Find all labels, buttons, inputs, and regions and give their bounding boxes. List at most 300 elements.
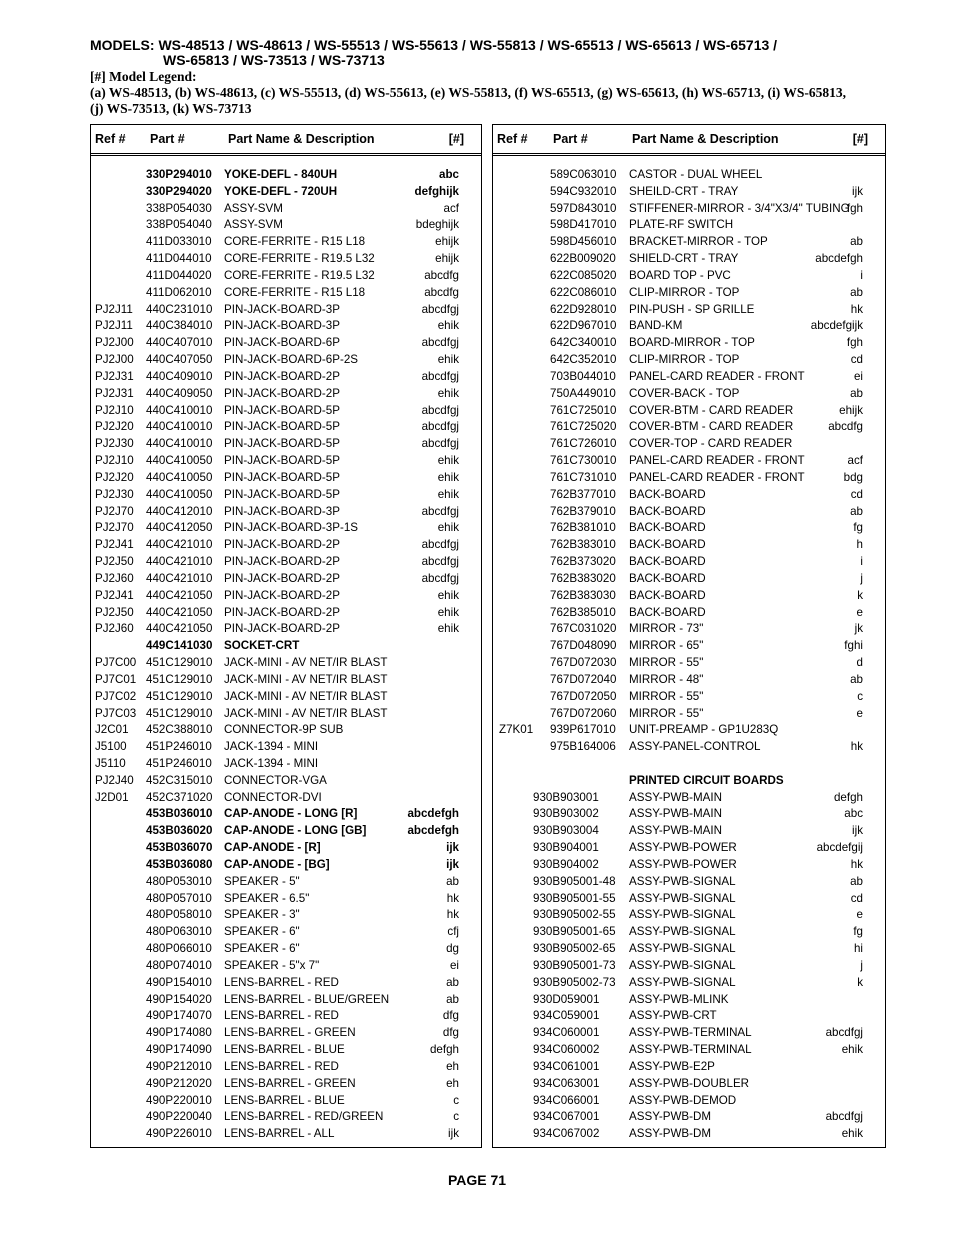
model-codes-cell: ab: [446, 874, 459, 888]
table-row: [91, 251, 481, 268]
model-codes-cell: abcdfg: [424, 268, 459, 282]
ref-cell: PJ2J20: [95, 470, 134, 484]
description-cell: BACK-BOARD: [629, 605, 706, 619]
table-row: [493, 840, 885, 857]
ref-cell: PJ2J50: [95, 605, 134, 619]
model-codes-cell: ab: [850, 285, 863, 299]
description-cell: JACK-MINI - AV NET/IR BLAST: [224, 689, 388, 703]
part-number-cell: 490P212010: [146, 1059, 212, 1073]
part-number-cell: 930B905001-73: [533, 958, 616, 972]
table-row: [91, 840, 481, 857]
table-row: [91, 992, 481, 1009]
table-row: [493, 1093, 885, 1110]
part-number-cell: 703B044010: [550, 369, 616, 383]
table-row: [91, 520, 481, 537]
description-cell: PIN-JACK-BOARD-2P: [224, 605, 340, 619]
table-row: [91, 302, 481, 319]
model-codes-cell: j: [860, 571, 863, 585]
part-number-cell: 480P063010: [146, 925, 212, 939]
model-codes-cell: jk: [854, 622, 863, 636]
table-row: [91, 318, 481, 335]
table-row: [91, 891, 481, 908]
part-number-cell: 934C067002: [533, 1127, 600, 1141]
table-row: [493, 369, 885, 386]
description-cell: JACK-MINI - AV NET/IR BLAST: [224, 672, 388, 686]
part-number-cell: 490P154020: [146, 992, 212, 1006]
table-row: [91, 403, 481, 420]
table-row: [493, 638, 885, 655]
description-cell: YOKE-DEFL - 840UH: [224, 168, 338, 181]
table-row: [493, 504, 885, 521]
part-number-cell: 642C340010: [550, 336, 617, 350]
description-cell: PIN-JACK-BOARD-2P: [224, 369, 340, 383]
part-number-cell: 762B385010: [550, 605, 616, 619]
part-number-cell: 453B036070: [146, 841, 213, 855]
table-row: [91, 184, 481, 201]
table-row: [91, 487, 481, 504]
table-row: [493, 992, 885, 1009]
model-codes-cell: cd: [850, 487, 863, 501]
part-number-cell: 930B905001-65: [533, 925, 616, 939]
ref-cell: PJ2J70: [95, 504, 134, 518]
part-number-cell: 761C725020: [550, 420, 617, 434]
table-row: [91, 571, 481, 588]
part-number-cell: 767D048090: [550, 639, 617, 653]
model-codes-cell: ehik: [437, 454, 459, 468]
table-row: [493, 975, 885, 992]
part-number-cell: 930B905001-55: [533, 891, 616, 905]
models-heading: [90, 38, 910, 68]
model-codes-cell: ab: [850, 874, 863, 888]
model-codes-cell: fg: [853, 521, 863, 535]
part-number-cell: 762B381010: [550, 521, 616, 535]
part-number-cell: 930B905002-55: [533, 908, 616, 922]
description-cell: ASSY-PWB-SIGNAL: [629, 891, 736, 905]
description-cell: PIN-JACK-BOARD-2P: [224, 571, 340, 585]
table-row: [493, 520, 885, 537]
description-cell: YOKE-DEFL - 720UH: [224, 184, 338, 198]
part-number-cell: 440C407010: [146, 336, 213, 350]
model-codes-cell: defgh: [833, 790, 863, 804]
col-header-ref: Ref #: [95, 132, 126, 146]
part-number-cell: 934C063001: [533, 1076, 600, 1090]
model-codes-cell: cd: [850, 891, 863, 905]
ref-cell: PJ7C01: [95, 672, 137, 686]
model-codes-cell: ehik: [841, 1127, 863, 1141]
description-cell: PIN-JACK-BOARD-2P: [224, 538, 340, 552]
part-number-cell: 490P174080: [146, 1026, 212, 1040]
description-cell: ASSY-PWB-SIGNAL: [629, 975, 736, 989]
col-header-codes: [#]: [448, 132, 464, 146]
part-number-cell: 490P220010: [146, 1093, 212, 1107]
ref-cell: PJ2J20: [95, 420, 134, 434]
model-codes-cell: ehik: [437, 319, 459, 333]
description-cell: CAP-ANODE - LONG [R]: [224, 807, 358, 821]
ref-cell: J2D01: [95, 790, 129, 804]
part-number-cell: 767D072040: [550, 672, 617, 686]
part-number-cell: 440C410010: [146, 420, 213, 434]
part-number-cell: 440C421050: [146, 605, 213, 619]
model-codes-cell: ehik: [437, 353, 459, 367]
description-cell: PLATE-RF SWITCH: [629, 218, 734, 232]
ref-cell: PJ2J31: [95, 386, 134, 400]
table-header-right: [493, 125, 885, 156]
part-number-cell: 451P246010: [146, 756, 212, 770]
description-cell: ASSY-SVM: [224, 201, 283, 215]
table-row: [91, 857, 481, 874]
table-row: [493, 167, 885, 184]
description-cell: ASSY-PWB-DM: [629, 1127, 712, 1141]
part-number-cell: 930B903004: [533, 824, 599, 838]
table-row: [493, 1025, 885, 1042]
table-row: [493, 537, 885, 554]
part-number-cell: 767D072050: [550, 689, 617, 703]
table-row: [493, 823, 885, 840]
table-body-left: [91, 167, 481, 1143]
table-row: [91, 924, 481, 941]
part-number-cell: 598D456010: [550, 235, 617, 249]
ref-cell: PJ2J11: [95, 302, 133, 316]
model-codes-cell: ijk: [446, 841, 459, 855]
table-row: [91, 1093, 481, 1110]
legend-line-2: (j) WS-73513, (k) WS-73713: [90, 101, 252, 116]
part-number-cell: 451C129010: [146, 706, 213, 720]
part-number-cell: 622B009020: [550, 252, 616, 266]
part-number-cell: 934C066001: [533, 1093, 600, 1107]
description-cell: ASSY-PWB-DOUBLER: [629, 1076, 750, 1090]
description-cell: PIN-JACK-BOARD-3P: [224, 319, 340, 333]
part-number-cell: 762B379010: [550, 504, 616, 518]
model-codes-cell: defghijk: [414, 184, 459, 198]
part-number-cell: 762B373020: [550, 555, 616, 569]
description-cell: CONNECTOR-VGA: [224, 773, 327, 787]
table-row: [91, 1076, 481, 1093]
part-number-cell: 761C730010: [550, 454, 617, 468]
description-cell: MIRROR - 55": [629, 689, 704, 703]
description-cell: PIN-JACK-BOARD-3P-1S: [224, 521, 358, 535]
table-row: [493, 386, 885, 403]
model-codes-cell: ehik: [437, 487, 459, 501]
part-number-cell: 762B383010: [550, 538, 616, 552]
part-number-cell: 622C085020: [550, 268, 617, 282]
part-number-cell: 934C061001: [533, 1059, 600, 1073]
model-codes-cell: bdeghijk: [415, 218, 459, 232]
description-cell: CLIP-MIRROR - TOP: [629, 285, 740, 299]
table-row: [91, 790, 481, 807]
description-cell: LENS-BARREL - RED: [224, 1009, 339, 1023]
part-number-cell: 440C407050: [146, 353, 213, 367]
model-codes-cell: defgh: [429, 1043, 459, 1057]
part-number-cell: 761C725010: [550, 403, 617, 417]
description-cell: COVER-BACK - TOP: [629, 386, 740, 400]
description-cell: SHIELD-CRT - TRAY: [629, 252, 739, 266]
table-row: [493, 1126, 885, 1143]
part-number-cell: 767D072060: [550, 706, 617, 720]
table-row: [91, 941, 481, 958]
part-number-cell: 589C063010: [550, 168, 617, 181]
ref-cell: PJ2J00: [95, 336, 134, 350]
model-codes-cell: acf: [847, 454, 863, 468]
part-number-cell: 451C129010: [146, 672, 213, 686]
table-row: [493, 403, 885, 420]
description-cell: LENS-BARREL - RED: [224, 1059, 339, 1073]
model-codes-cell: ei: [853, 369, 863, 383]
model-codes-cell: e: [856, 605, 863, 619]
description-cell: ASSY-PWB-SIGNAL: [629, 908, 736, 922]
model-codes-cell: hk: [850, 857, 863, 871]
model-codes-cell: abcdfgj: [421, 571, 459, 585]
part-number-cell: 440C410050: [146, 487, 213, 501]
description-cell: ASSY-PWB-POWER: [629, 841, 737, 855]
part-number-cell: 452C371020: [146, 790, 213, 804]
model-codes-cell: d: [856, 656, 863, 670]
table-row: [493, 924, 885, 941]
ref-cell: PJ2J50: [95, 555, 134, 569]
description-cell: SPEAKER - 6.5": [224, 891, 310, 905]
description-cell: PIN-JACK-BOARD-2P: [224, 555, 340, 569]
model-codes-cell: bdg: [843, 470, 863, 484]
ref-cell: PJ2J10: [95, 403, 134, 417]
models-line-2: WS-65813 / WS-73513 / WS-73713: [163, 52, 385, 68]
description-cell: UNIT-PREAMP - GP1U283Q: [629, 723, 779, 737]
model-codes-cell: ehik: [437, 521, 459, 535]
table-row: [493, 1059, 885, 1076]
description-cell: LENS-BARREL - RED: [224, 975, 339, 989]
description-cell: SPEAKER - 6": [224, 925, 300, 939]
part-number-cell: 440C409010: [146, 369, 213, 383]
model-codes-cell: abcdefgh: [407, 807, 459, 821]
table-row: [493, 621, 885, 638]
table-row: [91, 1109, 481, 1126]
model-codes-cell: fgh: [846, 201, 863, 215]
description-cell: PIN-JACK-BOARD-5P: [224, 487, 340, 501]
table-row: [91, 958, 481, 975]
model-codes-cell: abc: [844, 807, 863, 821]
part-number-cell: 453B036010: [146, 807, 213, 821]
part-number-cell: 338P054030: [146, 201, 212, 215]
parts-table-right: [492, 124, 886, 1148]
part-number-cell: 767D072030: [550, 656, 617, 670]
part-number-cell: 750A449010: [550, 386, 616, 400]
description-cell: BACK-BOARD: [629, 588, 706, 602]
table-row: [493, 806, 885, 823]
part-number-cell: 767C031020: [550, 622, 617, 636]
ref-cell: PJ2J30: [95, 437, 134, 451]
table-body-right: [493, 167, 885, 1143]
part-number-cell: 930B905001-48: [533, 874, 616, 888]
col-header-part: Part #: [150, 132, 185, 146]
table-row: [493, 1042, 885, 1059]
part-number-cell: 598D417010: [550, 218, 617, 232]
model-codes-cell: eh: [446, 1076, 459, 1090]
model-codes-cell: h: [856, 538, 863, 552]
table-row: [91, 285, 481, 302]
table-row: [493, 857, 885, 874]
description-cell: SPEAKER - 5": [224, 874, 300, 888]
table-row: [493, 268, 885, 285]
description-cell: BACK-BOARD: [629, 538, 706, 552]
model-codes-cell: ei: [449, 958, 459, 972]
table-row: [493, 419, 885, 436]
table-row: [493, 672, 885, 689]
part-number-cell: 594C932010: [550, 184, 617, 198]
description-cell: PIN-JACK-BOARD-2P: [224, 386, 340, 400]
description-cell: SPEAKER - 6": [224, 942, 300, 956]
part-number-cell: 440C421010: [146, 555, 213, 569]
table-row: [91, 369, 481, 386]
description-cell: COVER-TOP - CARD READER: [629, 437, 793, 451]
table-row: [493, 605, 885, 622]
model-codes-cell: ehijk: [435, 235, 459, 249]
table-row: [91, 1042, 481, 1059]
model-codes-cell: cd: [850, 353, 863, 367]
part-number-cell: 480P053010: [146, 874, 212, 888]
description-cell: CONNECTOR-DVI: [224, 790, 322, 804]
description-cell: PIN-PUSH - SP GRILLE: [629, 302, 755, 316]
table-row: [493, 302, 885, 319]
model-codes-cell: ijk: [852, 184, 863, 198]
table-row: [493, 470, 885, 487]
description-cell: ASSY-PWB-SIGNAL: [629, 925, 736, 939]
part-number-cell: 480P066010: [146, 942, 212, 956]
description-cell: PRINTED CIRCUIT BOARDS: [629, 773, 784, 787]
table-row: [91, 689, 481, 706]
part-number-cell: 761C731010: [550, 470, 617, 484]
ref-cell: PJ2J11: [95, 319, 133, 333]
legend-line-1: (a) WS-48513, (b) WS-48613, (c) WS-55513, (d) WS-55613, (e) WS-55813, (f) WS-65513, (g) WS-65613, (h) WS-65713, (i) WS-65813,: [90, 85, 847, 100]
table-row: [91, 1008, 481, 1025]
model-codes-cell: k: [857, 588, 863, 602]
models-line-1: MODELS: WS-48513 / WS-48613 / WS-55513 / WS-55613 / WS-55813 / WS-65513 / WS-65613 / WS-65713 /: [90, 37, 778, 53]
part-number-cell: 440C421010: [146, 538, 213, 552]
model-codes-cell: hi: [853, 942, 863, 956]
model-codes-cell: ab: [446, 975, 459, 989]
description-cell: BACK-BOARD: [629, 571, 706, 585]
table-row: [91, 386, 481, 403]
part-number-cell: 762B383020: [550, 571, 616, 585]
model-codes-cell: abcdfg: [424, 285, 459, 299]
description-cell: CASTOR - DUAL WHEEL: [629, 168, 763, 181]
col-header-desc: Part Name & Description: [228, 132, 375, 146]
model-codes-cell: ab: [850, 386, 863, 400]
description-cell: SPEAKER - 5"x 7": [224, 958, 320, 972]
model-codes-cell: ijk: [446, 857, 459, 871]
part-number-cell: 490P154010: [146, 975, 212, 989]
part-number-cell: 440C421050: [146, 622, 213, 636]
description-cell: LENS-BARREL - GREEN: [224, 1026, 356, 1040]
table-row: [493, 318, 885, 335]
description-cell: ASSY-PWB-MAIN: [629, 790, 722, 804]
description-cell: JACK-1394 - MINI: [224, 740, 319, 754]
description-cell: PIN-JACK-BOARD-5P: [224, 420, 340, 434]
model-codes-cell: ab: [850, 504, 863, 518]
table-row: [91, 167, 481, 184]
table-row: [91, 756, 481, 773]
part-number-cell: 930B904002: [533, 857, 599, 871]
part-number-cell: 622D928010: [550, 302, 617, 316]
description-cell: LENS-BARREL - BLUE/GREEN: [224, 992, 390, 1006]
part-number-cell: 934C059001: [533, 1009, 600, 1023]
ref-cell: PJ2J40: [95, 773, 134, 787]
ref-cell: PJ7C00: [95, 656, 137, 670]
part-number-cell: 411D044020: [146, 268, 212, 282]
part-number-cell: 930B905002-73: [533, 975, 616, 989]
description-cell: LENS-BARREL - ALL: [224, 1127, 335, 1141]
model-legend: [90, 69, 910, 117]
table-row: [91, 1126, 481, 1143]
col-header-ref: Ref #: [497, 132, 528, 146]
ref-cell: J2C01: [95, 723, 129, 737]
col-header-codes: [#]: [852, 132, 868, 146]
model-codes-cell: c: [453, 1110, 459, 1124]
ref-cell: PJ2J30: [95, 487, 134, 501]
table-row: [91, 436, 481, 453]
model-codes-cell: abcdfgj: [421, 538, 459, 552]
description-cell: ASSY-PWB-SIGNAL: [629, 942, 736, 956]
description-cell: PIN-JACK-BOARD-5P: [224, 437, 340, 451]
description-cell: ASSY-PWB-MAIN: [629, 824, 722, 838]
description-cell: PIN-JACK-BOARD-5P: [224, 470, 340, 484]
table-row: [91, 823, 481, 840]
model-codes-cell: j: [860, 958, 863, 972]
table-row: [493, 941, 885, 958]
table-row: [493, 1109, 885, 1126]
description-cell: CORE-FERRITE - R15 L18: [224, 285, 366, 299]
table-row: [91, 201, 481, 218]
ref-cell: PJ2J41: [95, 588, 134, 602]
model-codes-cell: ab: [446, 992, 459, 1006]
description-cell: SOCKET-CRT: [224, 639, 300, 653]
description-cell: CAP-ANODE - [BG]: [224, 857, 330, 871]
description-cell: PIN-JACK-BOARD-3P: [224, 302, 340, 316]
description-cell: JACK-MINI - AV NET/IR BLAST: [224, 656, 388, 670]
ref-cell: PJ2J00: [95, 353, 134, 367]
table-row: [91, 537, 481, 554]
legend-title: [#] Model Legend:: [90, 69, 197, 84]
model-codes-cell: fghi: [844, 639, 863, 653]
part-number-cell: 440C231010: [146, 302, 213, 316]
table-row: [493, 739, 885, 756]
description-cell: CONNECTOR-9P SUB: [224, 723, 344, 737]
model-codes-cell: abcdfgj: [421, 437, 459, 451]
description-cell: SHEILD-CRT - TRAY: [629, 184, 739, 198]
part-number-cell: 930D059001: [533, 992, 600, 1006]
model-codes-cell: ehik: [437, 605, 459, 619]
description-cell: CORE-FERRITE - R15 L18: [224, 235, 366, 249]
ref-cell: PJ2J60: [95, 622, 134, 636]
model-codes-cell: dfg: [442, 1026, 459, 1040]
part-number-cell: 930B905002-65: [533, 942, 616, 956]
table-row: [493, 453, 885, 470]
part-number-cell: 930B904001: [533, 841, 599, 855]
model-codes-cell: ijk: [448, 1127, 459, 1141]
model-codes-cell: abcdfgj: [421, 555, 459, 569]
ref-cell: PJ2J31: [95, 369, 134, 383]
model-codes-cell: abcdfgj: [421, 403, 459, 417]
part-number-cell: 490P174090: [146, 1043, 212, 1057]
table-row: [493, 487, 885, 504]
table-row: [493, 706, 885, 723]
table-row: [91, 554, 481, 571]
table-row: [91, 621, 481, 638]
ref-cell: J5100: [95, 740, 127, 754]
table-row: [91, 335, 481, 352]
part-number-cell: 762B377010: [550, 487, 616, 501]
col-header-desc: Part Name & Description: [632, 132, 779, 146]
model-codes-cell: abcdefgh: [815, 252, 863, 266]
part-number-cell: 452C388010: [146, 723, 213, 737]
description-cell: PANEL-CARD READER - FRONT: [629, 470, 805, 484]
